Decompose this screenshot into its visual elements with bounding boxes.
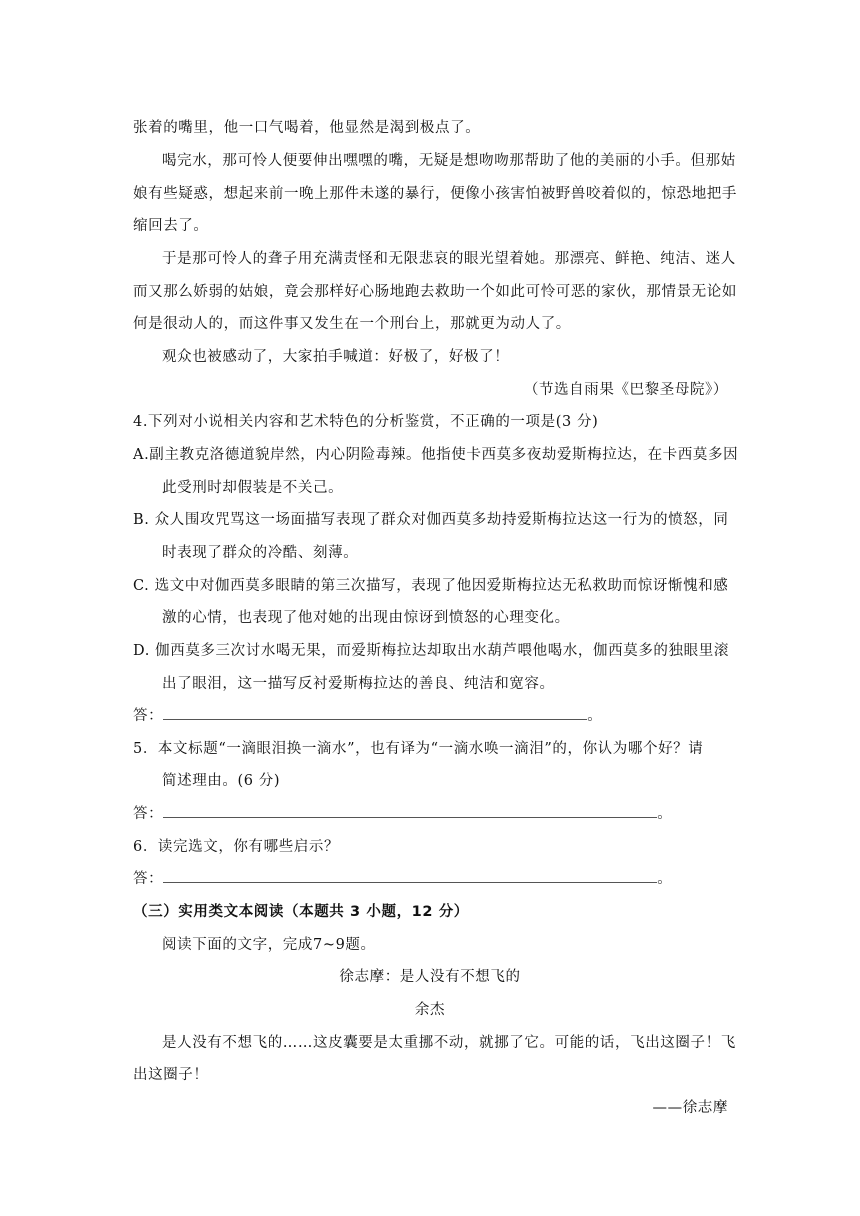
q4-option-b-line2: 时表现了群众的冷酷、刻薄。 (162, 545, 359, 561)
q5-answer-label: 答： (133, 806, 164, 822)
article-title: 徐志摩：是人没有不想飞的 (339, 969, 521, 985)
passage-line-7: 何是很动人的，而这件事又发生在一个刑台上，那就更为动人了。 (133, 316, 571, 332)
passage-line-2: 喝完水，那可怜人便要伸出嘿嘿的嘴，无疑是想吻吻那帮助了他的美丽的小手。但那姑 (162, 153, 736, 169)
article-author: 余杰 (414, 1002, 446, 1018)
passage-line-1: 张着的嘴里，他一口气喝着，他显然是渴到极点了。 (133, 120, 481, 136)
q5-answer-row (133, 802, 672, 823)
q6-answer-blank[interactable] (163, 868, 657, 883)
q5-line2: 简述理由。(6 分) (162, 773, 281, 789)
passage-source: （节选自雨果《巴黎圣母院》） (523, 382, 728, 398)
passage-line-4: 缩回去了。 (133, 218, 209, 234)
q4-option-a-line1: A.副主教克洛德道貌岸然，内心阴险毒辣。他指使卡西莫多夜劫爱斯梅拉达，在卡西莫多因 (133, 447, 739, 463)
epigraph-line2: 出这圈子！ (133, 1067, 209, 1083)
q4-stem: 4.下列对小说相关内容和艺术特色的分析鉴赏，不正确的一项是(3 分) (133, 414, 599, 430)
q4-option-b-line1: B. 众人围攻咒骂这一场面描写表现了群众对伽西莫多劫持爱斯梅拉达这一行为的愤怒，同 (133, 512, 729, 528)
passage-line-6: 而又那么娇弱的姑娘，竟会那样好心肠地跑去救助一个如此可怜可恶的家伙，那情景无论如 (133, 284, 737, 300)
q5-line1: 5．本文标题“一滴眼泪换一滴水”，也有译为“一滴水唤一滴泪”的，你认为哪个好？请 (133, 741, 704, 757)
q4-answer-row (133, 704, 602, 725)
q6-answer-row (133, 867, 672, 888)
q4-answer-label: 答： (133, 708, 164, 724)
passage-line-8: 观众也被感动了，大家拍手喊道：好极了，好极了！ (162, 349, 510, 365)
q4-answer-end: 。 (587, 708, 603, 724)
q4-option-c-line1: C. 选文中对伽西莫多眼睛的第三次描写，表现了他因爱斯梅拉达无私救助而惊讶惭愧和感 (133, 578, 729, 594)
passage-line-5: 于是那可怜人的聋子用充满责怪和无限悲哀的眼光望着她。那漂亮、鲜艳、纯洁、迷人 (162, 251, 736, 267)
q6-answer-label: 答： (133, 871, 164, 887)
q6-answer-end: 。 (657, 871, 673, 887)
q4-option-c-line2: 激的心情，也表现了他对她的出现由惊讶到愤怒的心理变化。 (162, 610, 570, 626)
q4-option-d-line2: 出了眼泪，这一描写反衬爱斯梅拉达的善良、纯洁和宽容。 (162, 676, 555, 692)
section3-instruction: 阅读下面的文字，完成7~9题。 (162, 937, 376, 953)
q4-option-d-line1: D. 伽西莫多三次讨水喝无果，而爱斯梅拉达却取出水葫芦喂他喝水，伽西莫多的独眼里滚 (133, 643, 729, 659)
q4-answer-blank[interactable] (163, 705, 587, 720)
q5-answer-blank[interactable] (163, 803, 657, 818)
q5-answer-end: 。 (657, 806, 673, 822)
section3-heading: （三）实用类文本阅读（本题共 3 小题，12 分） (133, 904, 469, 920)
q4-option-a-line2: 此受刑时却假装是不关己。 (162, 480, 344, 496)
epigraph-line1: 是人没有不想飞的……这皮囊要是太重挪不动，就挪了它。可能的话，飞出这圈子！飞 (162, 1035, 736, 1051)
epigraph-source: ——徐志摩 (652, 1100, 728, 1116)
q6-line1: 6．读完选文，你有哪些启示？ (133, 839, 340, 855)
passage-line-3: 娘有些疑惑，想起来前一晚上那件未遂的暴行，便像小孩害怕被野兽咬着似的，惊恐地把手 (133, 186, 737, 202)
